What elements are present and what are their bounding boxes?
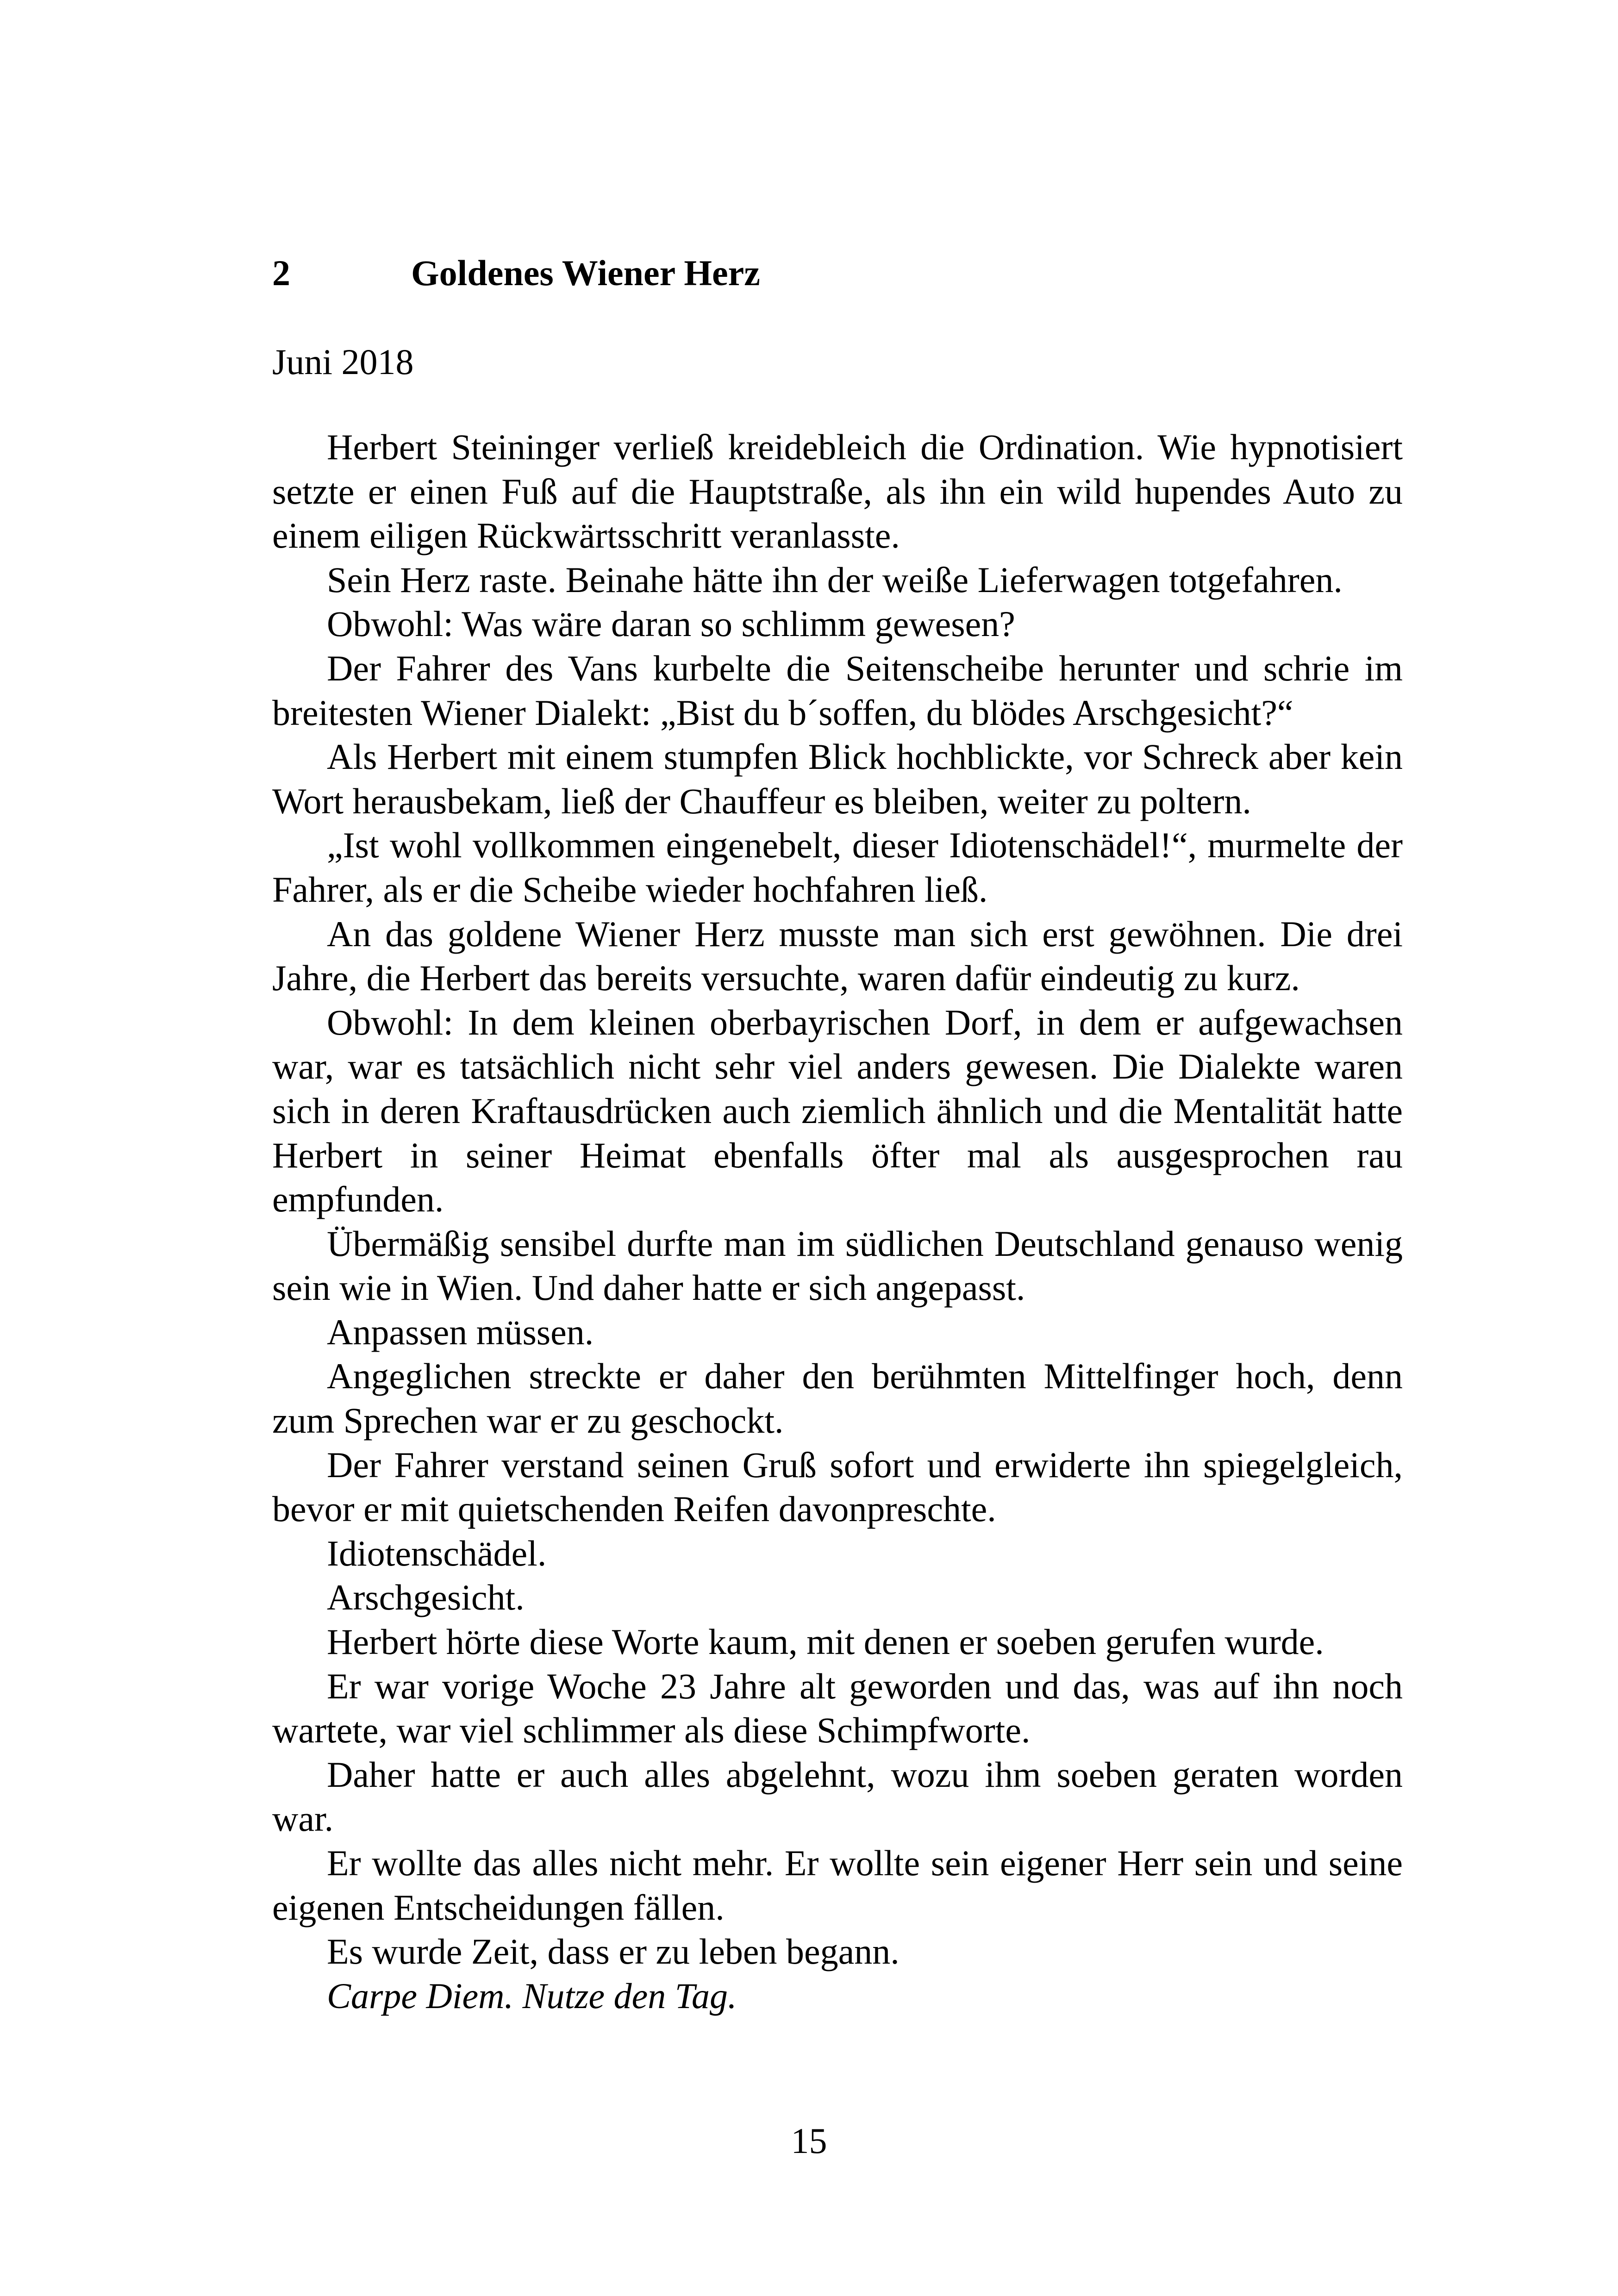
paragraph: Obwohl: Was wäre daran so schlimm gewesen? <box>327 604 1015 644</box>
chapter-number: 2 <box>272 253 290 293</box>
paragraph: Als Herbert mit einem stumpfen Blick hochblickte, vor Schreck aber kein Wort herausbekam, ließ der Chauffeur es bleiben, weiter zu poltern. <box>272 736 1403 821</box>
paragraph: Angeglichen streckte er daher den berühmten Mittelfinger hoch, denn zum Sprechen war er zu geschockt. <box>272 1356 1403 1441</box>
paragraph: Es wurde Zeit, dass er zu leben begann. <box>327 1931 900 1972</box>
chapter-heading <box>272 248 760 299</box>
paragraph: Herbert hörte diese Worte kaum, mit denen er soeben gerufen wurde. <box>327 1622 1324 1662</box>
paragraph: Der Fahrer verstand seinen Gruß sofort und erwiderte ihn spiegelgleich, bevor er mit quietschenden Reifen davonpreschte. <box>272 1444 1403 1529</box>
paragraph: Er war vorige Woche 23 Jahre alt geworden und das, was auf ihn noch wartete, war viel schlimmer als diese Schimpfworte. <box>272 1666 1403 1751</box>
paragraph: Der Fahrer des Vans kurbelte die Seitenscheibe herunter und schrie im breitesten Wiener Dialekt: „Bist du b´soffen, du blödes Arschgesicht?“ <box>272 648 1403 733</box>
paragraph: Er wollte das alles nicht mehr. Er wollte sein eigener Herr sein und seine eigenen Entscheidungen fällen. <box>272 1843 1403 1928</box>
chapter-date: Juni 2018 <box>272 342 414 382</box>
page-number: 15 <box>791 2121 827 2161</box>
paragraph: Übermäßig sensibel durfte man im südlichen Deutschland genauso wenig sein wie in Wien. Und daher hatte er sich angepasst. <box>272 1223 1403 1308</box>
paragraph: Idiotenschädel. <box>327 1533 547 1573</box>
paragraph: Herbert Steininger verließ kreidebleich die Ordination. Wie hypnotisiert setzte er einen Fuß auf die Hauptstraße, als ihn ein wild hupendes Auto zu einem eiligen Rückwärtsschritt veranlasste. <box>272 427 1403 556</box>
paragraph: Daher hatte er auch alles abgelehnt, wozu ihm soeben geraten worden war. <box>272 1754 1403 1839</box>
paragraph: „Ist wohl vollkommen eingenebelt, dieser Idiotenschädel!“, murmelte der Fahrer, als er die Scheibe wieder hochfahren ließ. <box>272 825 1403 910</box>
paragraph: Anpassen müssen. <box>327 1311 594 1352</box>
paragraph: Obwohl: In dem kleinen oberbayrischen Dorf, in dem er aufgewachsen war, war es tatsächlich nicht sehr viel anders gewesen. Die Dialekte waren sich in deren Kraftausdrücken auch ziemlich ähnlich und die Mentalität hatte Herbert in seiner Heimat ebenfalls öfter mal als ausgesprochen rau empfunden. <box>272 1002 1403 1220</box>
closing-motto: Carpe Diem. Nutze den Tag. <box>327 1975 737 2016</box>
body-text <box>272 425 1403 2018</box>
paragraph: Sein Herz raste. Beinahe hätte ihn der weiße Lieferwagen totgefahren. <box>327 559 1343 600</box>
paragraph: An das goldene Wiener Herz musste man sich erst gewöhnen. Die drei Jahre, die Herbert das bereits versuchte, waren dafür eindeutig zu kurz. <box>272 913 1403 998</box>
chapter-title: Goldenes Wiener Herz <box>411 253 760 293</box>
paragraph: Arschgesicht. <box>327 1577 525 1618</box>
